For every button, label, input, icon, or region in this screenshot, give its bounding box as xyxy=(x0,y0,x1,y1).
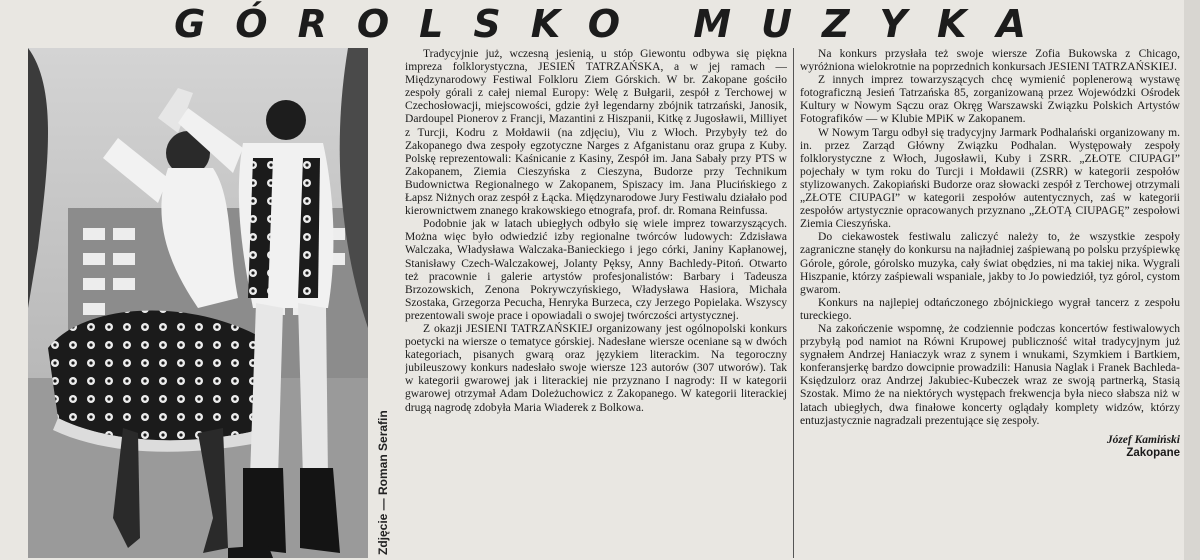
dancers-photo xyxy=(28,48,368,558)
headline xyxy=(0,2,1200,46)
paragraph: Do ciekawostek festiwalu zaliczyć należy to, że wszystkie zespoły zagraniczne stanęły do konkursu na najładniej zaśpiewaną po polsku przyśpiewkę Górole, górole, górolsko muzyka, cały świat obędzies, ni ma takiej nika. Wygrali Hiszpanie, którzy zaśpiewali wspaniale, jakby to Jo powiedziół, tyz górol, cystom gwarom. xyxy=(800,231,1180,296)
folk-dance-illustration xyxy=(28,48,368,558)
article-column-1 xyxy=(405,48,787,560)
paragraph: Konkurs na najlepiej odtańczonego zbójnickiego wygrał tancerz z zespołu tureckiego. xyxy=(800,296,1180,322)
photo-credit xyxy=(372,350,392,555)
paragraph: Na zakończenie wspomnę, że codziennie podczas koncertów festiwalowych przybyłą pod namiot na Równi Krupowej publiczność witał tradycyjnym już sygnałem Andrzej Haniaczyk wraz z synem i wnukami, Szymkiem i Bartkiem, konferansjerkę bardzo dowcipnie prowadzili: Hanusia Naglak i Franek Bachleda-Księdzulorz oraz Andrzej Jakubiec-Kubeczek wraz ze swoją partnerką, Stasią Szostak. Mimo że na niektórych występach frekwencja była nieco słabsza niż w latach ubiegłych, dwa finałowe koncerty oglądały komplety widzów, którzy entuzjastycznie nagradzali prezentujące się zespoły. xyxy=(800,322,1180,427)
author-location: Zakopane xyxy=(1126,446,1180,459)
paragraph: Na konkurs przysłała też swoje wiersze Zofia Bukowska z Chicago, wyróżniona wielokrotnie na poprzednich konkursach JESIENI TATRZAŃSKIEJ. xyxy=(800,48,1180,74)
page-edge xyxy=(1184,0,1200,560)
paragraph: Podobnie jak w latach ubiegłych odbyło się wiele imprez towarzyszących. Można więc było odwiedzić izby regionalne twórców ludowych: Zdzisława Walczaka, Władysława Walczaka-Banieckiego i jego córki, Janiny Kapłanowej, Stanisławy Czech-Walczakowej, Jolanty Pęksy, Anny Bachledy-Pitoń. Otwarto też pracownie i galerie artystów profesjonalistów: Barbary i Tadeusza Brzozowskich, Zenona Pokrywczyńskiego, Władysława Hasiora, Michała Szostaka, Grzegorza Pecucha, Henryka Burzeca, czy Jerzego Popielaka. Wszyscy prezentowali swoje prace i opowiadali o swojej twórczości artystycznej. xyxy=(405,218,787,322)
photo-credit-text: Zdjęcie — Roman Serafin xyxy=(376,410,390,555)
article-column-2 xyxy=(800,48,1180,560)
paragraph: Z okazji JESIENI TATRZAŃSKIEJ organizowany jest ogólnopolski konkurs poetycki na wiersze o tematyce górskiej. Nadesłane wiersze oceniane są w dwóch kategoriach, pisanych gwarą oraz językiem literackim. Na tegoroczny jubileuszowy konkurs nadesłało swoje wiersze 123 autorów (307 utworów). Tak w kategorii gwarowej jak i literackiej nie przyznano I nagrody: II w kategorii gwarowej otrzymał Adam Doleżuchowicz z Zakopanego. W kategorii literackiej drugą nagrodę zdobyła Maria Wiaderek z Bolkowa. xyxy=(405,322,787,414)
paragraph: W Nowym Targu odbył się tradycyjny Jarmark Podhalański organizowany m. in. przez Zarząd Główny Związku Podhalan. Występowały zespoły folklorystyczne z Włoch, Jugosławii, Kuby i ZSRR. „ZŁOTE CIUPAGI” pojechały w tym roku do Turcji i Mołdawii (ZSRR) w kategorii zespołów stylizowanych. Zakopiański Budorze oraz słowacki zespół z Terchowej otrzymali „ZŁOTE CIUPAGI” w kategorii zespołów autentycznych, zaś w kategorii zespołów artystycznie opracowanych przyznano „ZŁOTĄ CIUPAGĘ” zespołowi Ziemia Cieszyńska. xyxy=(800,126,1180,231)
paragraph: Z innych imprez towarzyszących chcę wymienić poplenerową wystawę fotograficzną Jesień Tatrzańska 85, zorganizowaną przez Wojewódzki Ośrodek Kultury w Nowym Sączu oraz Okręg Warszawski Związku Polskich Artystów Fotografików — w Klubie MPiK w Zakopanem. xyxy=(800,74,1180,126)
author-signature: Józef Kamiński xyxy=(1106,433,1180,446)
column-divider xyxy=(793,48,794,558)
paragraph: Tradycyjnie już, wczesną jesienią, u stóp Giewontu odbywa się piękna impreza folklorystyczna, JESIEŃ TATRZAŃSKA, a w jej ramach — Międzynarodowy Festiwal Folkloru Ziem Górskich. W br. Zakopane gościło zespoły górali z całej niemal Europy: Welę z Bułgarii, zespół z Terchowej w Czechosłowacji, miejscowości, gdzie żył legendarny zbójnik tatrzański, Janosik, Dardoupel Pionerov z Francji, Mazantini z Hiszpanii, Kitkę z Jugosławii, Milliyet z Turcji, Kodru z Mołdawii (na zdjęciu), Viu z Włoch. Przybyły też do Zakopanego dwa zespoły egzotyczne Narges z Afganistanu oraz grupa z Kuby. Polskę reprezentowali: Kaśnicanie z Kasiny, Zespół im. Jana Sabały przy PTS w Zakopanem, Ziemia Cieszyńska z Cieszyna, Budorze przy Technikum Budownictwa Regionalnego w Zakopanem, Spiszacy im. Jana Plucińskiego z Łapsz Niżnych oraz zespół z Łącka. Międzynarodowe Jury Festiwalu działało pod kierownictwem znanego krakowskiego etnografa, prof. dr. Romana Reinfussa. xyxy=(405,48,787,218)
headline-text: GÓROLSKO MUZYKA xyxy=(174,2,1056,46)
